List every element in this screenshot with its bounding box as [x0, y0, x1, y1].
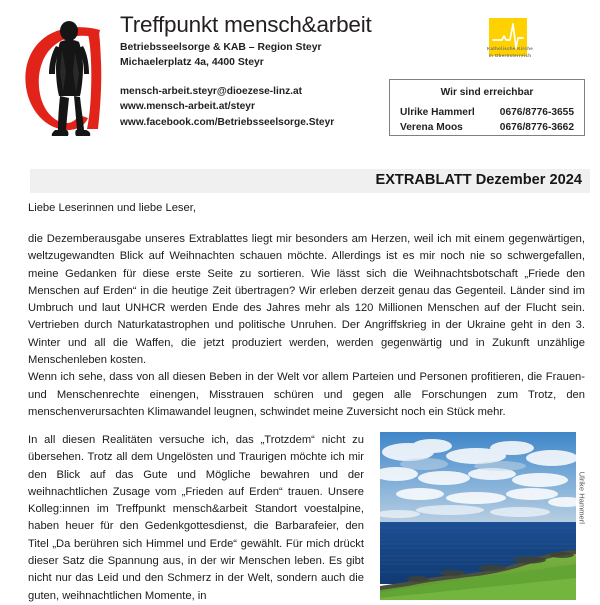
contact-phone: 0676/8776-3655	[499, 107, 574, 118]
letter-paragraph-3: In all diesen Realitäten versuche ich, das „Trotzdem“ nicht zu übersehen. Trotz all dem Ungelösten und Traurigen möchte ich mir den Blick auf das Gute und Mögliche bewahren und der weihnachtlichen Zusage vom „Frieden auf Erden“ trauen. Unsere Kolleg:innen im Treffpunkt mensch&arbeit Standort voestalpine, haben heuer für den Gedenkgottesdienst, die Barbarafeier, den Titel „Da berühren sich Himmel und Erde“ gewählt. Für mich drückt dieser Satz die Spannung aus, in der wir Menschen leben. Es gibt nicht nur das Leid und den Schmerz in der Welt, sondern auch die guten, weihnachtlichen Momente, in	[28, 434, 364, 602]
contact-box-title: Wir sind erreichbar	[440, 87, 534, 98]
document-header	[0, 0, 600, 150]
brand-subtitle-line-1: Betriebsseelsorge & KAB – Region Steyr	[120, 42, 322, 54]
contact-entry	[400, 106, 574, 121]
letter-body-column	[28, 432, 364, 605]
header-facebook[interactable]: www.facebook.com/Betriebsseelsorge.Steyr	[120, 116, 335, 128]
contact-name: Ulrike Hammerl	[400, 107, 475, 118]
letter-salutation: Liebe Leserinnen und liebe Leser,	[28, 202, 196, 214]
diocese-caption-line-2: in Oberösterreich	[488, 52, 532, 58]
header-website[interactable]: www.mensch-arbeit.at/steyr	[120, 101, 255, 113]
contact-box	[389, 79, 585, 136]
header-contact-lines	[120, 84, 400, 131]
treffpunkt-logo	[22, 12, 118, 144]
masthead	[120, 12, 400, 130]
contact-entries	[390, 106, 584, 136]
letter-body-full-width	[28, 231, 585, 421]
contact-name: Verena Moos	[400, 121, 463, 133]
contact-entry	[400, 121, 574, 136]
issue-title: EXTRABLATT Dezember 2024	[375, 172, 582, 188]
brand-subtitle-line-2: Michaelerplatz 4a, 4400 Steyr	[120, 56, 264, 68]
photo-figure	[380, 432, 585, 600]
letter-paragraph-1: die Dezemberausgabe unseres Extrablattes liegt mir besonders am Herzen, weil ich mit einem gegenwärtigen, weltzugewandten Blick auf Weihnachten schauen möchte. Allerdings ist es mir noch nie so schwergefallen, meine Gedanken für diese erste Seite zu sortieren. Wie lässt sich die Weihnachtsbotschaft „Friede den Menschen auf Erden“ in die heutige Zeit übertragen? Wir erleben derzeit genau das Gegenteil. Länder sind im Umbruch und laut UNHCR werden Ende des Jahres mehr als 120 Millionen Menschen auf der Flucht sein. Vertrieben durch Naturkatastrophen und politische Unruhen. Der Angriffskrieg in der Ukraine geht in den 3. Winter und all die Waffen, die jetzt produziert werden, werden gegenwärtig und in Zukunft unzählige Menschenleben kosten.	[28, 233, 585, 367]
diocese-caption-line-1: Katholische Kirche	[486, 46, 534, 51]
coastal-landscape-photo	[380, 432, 576, 600]
contact-phone: 0676/8776-3662	[499, 121, 574, 133]
brand-title: Treffpunkt mensch&arbeit	[120, 12, 372, 37]
letter-paragraph-2: Wenn ich sehe, dass von all diesen Beben in der Welt vor allem Parteien und Personen profitieren, die Frauen- und Menschenrechte einengen, Misstrauen schüren und gegen alle Forschungen zum Trotz, den menschenverursachten Klimawandel leugnen, schwindet meine Zuversicht noch ein Stück mehr.	[28, 371, 585, 418]
header-email[interactable]: mensch-arbeit.steyr@dioezese-linz.at	[120, 85, 303, 97]
photo-credit: Ulrike Hammerl	[577, 471, 586, 524]
diocese-logo-caption	[455, 46, 565, 59]
issue-banner	[30, 169, 590, 193]
brand-subtitle	[120, 41, 400, 71]
